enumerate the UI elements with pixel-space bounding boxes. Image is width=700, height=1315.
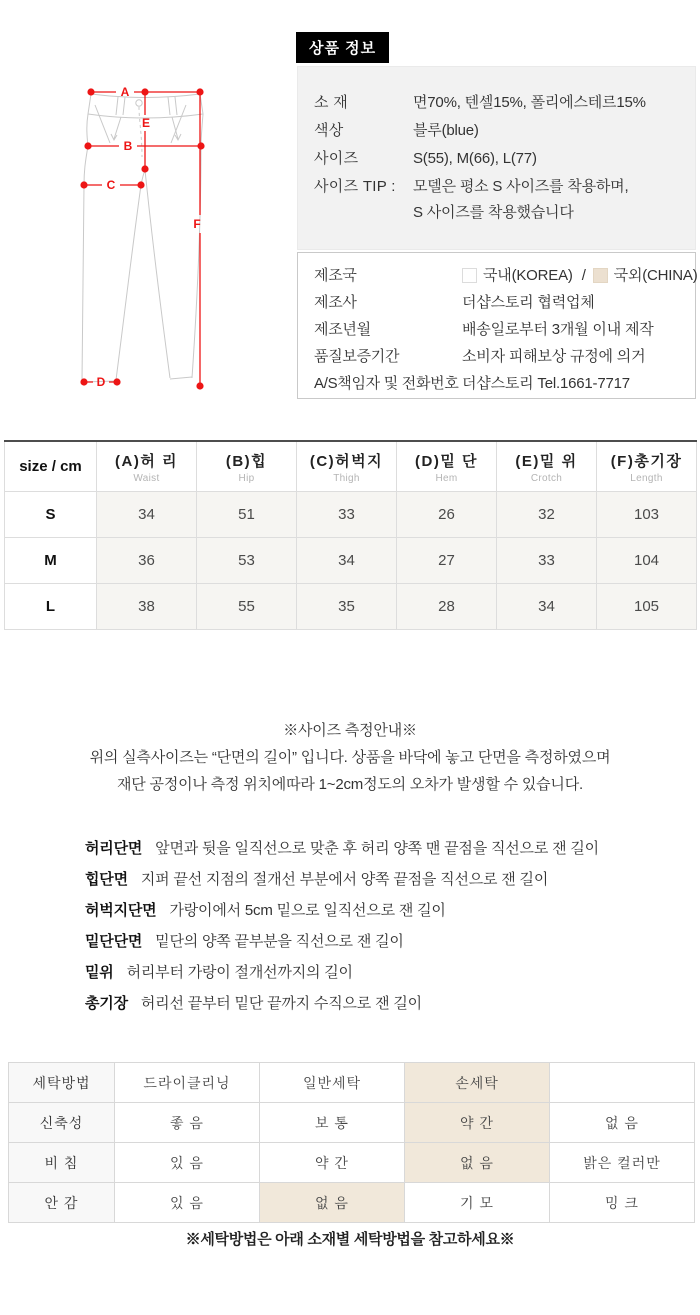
size-value-cell: 103 (597, 492, 697, 538)
wash-cell: 드라이클리닝 (115, 1063, 260, 1103)
spec-label: 사이즈 (314, 150, 359, 167)
size-value-cell: 53 (197, 538, 297, 584)
mfg-value: 소비자 피해보상 규정에 의거 (462, 348, 646, 365)
wash-header-cell: 신축성 (9, 1103, 115, 1143)
spec-tip-line2: S 사이즈를 착용했습니다 (413, 204, 574, 221)
size-table (4, 440, 697, 630)
spec-row-size-tip (314, 177, 695, 223)
col-header-hem: (D)밑 단 Hem (397, 441, 497, 492)
col-header-crotch: (E)밑 위 Crotch (497, 441, 597, 492)
size-value-cell: 26 (397, 492, 497, 538)
spec-box (297, 66, 696, 250)
definition-length: 총기장 허리선 끝부터 밑단 끝까지 수직으로 잰 길이 (85, 995, 422, 1012)
size-value-cell: 105 (597, 584, 697, 630)
definition-thigh: 허벅지단면 가랑이에서 5cm 밑으로 일직선으로 잰 길이 (85, 902, 446, 919)
spec-label: 사이즈 TIP : (314, 178, 396, 195)
size-row-m (5, 538, 697, 584)
pants-measurement-diagram (52, 75, 242, 395)
size-value-cell: 34 (497, 584, 597, 630)
measure-definitions (85, 833, 599, 1019)
size-value-cell: 51 (197, 492, 297, 538)
wash-cell: 좋 음 (115, 1103, 260, 1143)
wash-cell: 약 간 (260, 1143, 405, 1183)
wash-row-lining (9, 1183, 695, 1223)
measure-guide-line2: 재단 공정이나 측정 위치에따라 1~2cm정도의 오차가 발생할 수 있습니다. (117, 776, 583, 793)
mfg-label: 제조국 (314, 267, 357, 284)
measure-guide-title: ※사이즈 측정안내※ (283, 722, 417, 739)
measure-label-c: C (106, 178, 116, 192)
spec-row-size (314, 149, 695, 169)
spec-row-color (314, 121, 695, 141)
size-value-cell: 33 (297, 492, 397, 538)
mfg-value: 더샵스토리 협력업체 (462, 294, 595, 311)
measure-label-b: B (123, 139, 133, 153)
wash-cell-highlighted: 약 간 (405, 1103, 550, 1143)
wash-cell: 일반세탁 (260, 1063, 405, 1103)
mfg-row-manufacturer (314, 293, 695, 313)
wash-header-cell: 세탁방법 (9, 1063, 115, 1103)
mfg-label: 품질보증기간 (314, 348, 400, 365)
spec-label: 소 재 (314, 94, 349, 111)
wash-cell: 있 음 (115, 1143, 260, 1183)
size-name-cell: L (5, 584, 97, 630)
size-name-cell: M (5, 538, 97, 584)
measure-dots (80, 88, 204, 389)
size-value-cell: 38 (97, 584, 197, 630)
size-row-s (5, 492, 697, 538)
wash-header-cell: 안 감 (9, 1183, 115, 1223)
wash-cell: 밝은 컬러만 (550, 1143, 695, 1183)
china-checkbox-icon (593, 268, 608, 283)
definition-hem: 밑단단면 밑단의 양쪽 끝부분을 직선으로 잰 길이 (85, 933, 404, 950)
size-value-cell: 27 (397, 538, 497, 584)
col-header-hip: (B)힙 Hip (197, 441, 297, 492)
measure-label-a: A (120, 85, 130, 99)
wash-cell: 있 음 (115, 1183, 260, 1223)
size-value-cell: 28 (397, 584, 497, 630)
wash-cell-highlighted: 없 음 (405, 1143, 550, 1183)
wash-cell-highlighted: 없 음 (260, 1183, 405, 1223)
wash-row-method (9, 1063, 695, 1103)
definition-hip: 힙단면 지퍼 끝선 지점의 절개선 부분에서 양쪽 끝점을 직선으로 잰 길이 (85, 871, 549, 888)
origin-china-label: 국외(CHINA) (613, 267, 698, 284)
measure-lines (84, 92, 201, 386)
pants-outline (82, 94, 203, 382)
origin-korea-label: 국내(KOREA) (483, 267, 573, 284)
definition-waist: 허리단면 앞면과 뒷을 일직선으로 맞춘 후 허리 양쪽 맨 끝점을 직선으로 잰 길이 (85, 840, 599, 857)
mfg-label: 제조사 (314, 294, 357, 311)
size-row-l (5, 584, 697, 630)
spec-label: 색상 (314, 122, 344, 139)
manufacture-box (297, 252, 696, 399)
measure-guide-line1: 위의 실측사이즈는 “단면의 길이” 입니다. 상품을 바닥에 놓고 단면을 측정하였으며 (89, 749, 611, 766)
spec-tip-value (413, 177, 628, 223)
mfg-row-origin (314, 266, 698, 286)
mfg-row-as-contact (314, 374, 695, 394)
col-header-length: (F)총기장 Length (597, 441, 697, 492)
origin-value (462, 266, 698, 286)
wash-cell (550, 1063, 695, 1103)
wash-header-cell: 비 침 (9, 1143, 115, 1183)
size-name-cell: S (5, 492, 97, 538)
wash-row-sheerness (9, 1143, 695, 1183)
spec-row-material (314, 93, 695, 113)
mfg-label: A/S책임자 및 전화번호 (314, 375, 459, 392)
spec-value: S(55), M(66), L(77) (413, 150, 537, 167)
size-value-cell: 34 (97, 492, 197, 538)
mfg-row-warranty (314, 347, 695, 367)
size-value-cell: 55 (197, 584, 297, 630)
measure-guide-note (0, 717, 700, 798)
spec-value: 면70%, 텐셀15%, 폴리에스테르15% (413, 94, 646, 111)
size-table-header-row (5, 441, 697, 492)
size-value-cell: 35 (297, 584, 397, 630)
wash-reference-note: ※세탁방법은 아래 소재별 세탁방법을 참고하세요※ (185, 1231, 515, 1248)
mfg-row-date (314, 320, 695, 340)
wash-cell: 기 모 (405, 1183, 550, 1223)
section-title-badge: 상품 정보 (296, 32, 389, 63)
size-value-cell: 36 (97, 538, 197, 584)
size-value-cell: 34 (297, 538, 397, 584)
wash-cell: 밍 크 (550, 1183, 695, 1223)
korea-checkbox-icon (462, 268, 477, 283)
spec-tip-line1: 모델은 평소 S 사이즈를 착용하며, (413, 178, 629, 195)
definition-crotch: 밑위 허리부터 가랑이 절개선까지의 길이 (85, 964, 353, 981)
spec-value: 블루(blue) (413, 122, 479, 139)
measure-label-f: F (193, 217, 201, 231)
wash-cell-highlighted: 손세탁 (405, 1063, 550, 1103)
wash-table (8, 1062, 695, 1223)
wash-row-stretch (9, 1103, 695, 1143)
size-table-corner: size / cm (5, 441, 97, 492)
size-value-cell: 33 (497, 538, 597, 584)
mfg-value: 배송일로부터 3개월 이내 제작 (462, 321, 654, 338)
measure-label-e: E (141, 116, 151, 130)
size-value-cell: 32 (497, 492, 597, 538)
mfg-label: 제조년월 (314, 321, 371, 338)
size-value-cell: 104 (597, 538, 697, 584)
wash-cell: 보 통 (260, 1103, 405, 1143)
wash-cell: 없 음 (550, 1103, 695, 1143)
measure-label-d: D (96, 375, 106, 389)
origin-separator: / (581, 267, 586, 284)
col-header-waist: (A)허 리 Waist (97, 441, 197, 492)
col-header-thigh: (C)허벅지 Thigh (297, 441, 397, 492)
mfg-value: 더샵스토리 Tel.1661-7717 (462, 375, 630, 392)
